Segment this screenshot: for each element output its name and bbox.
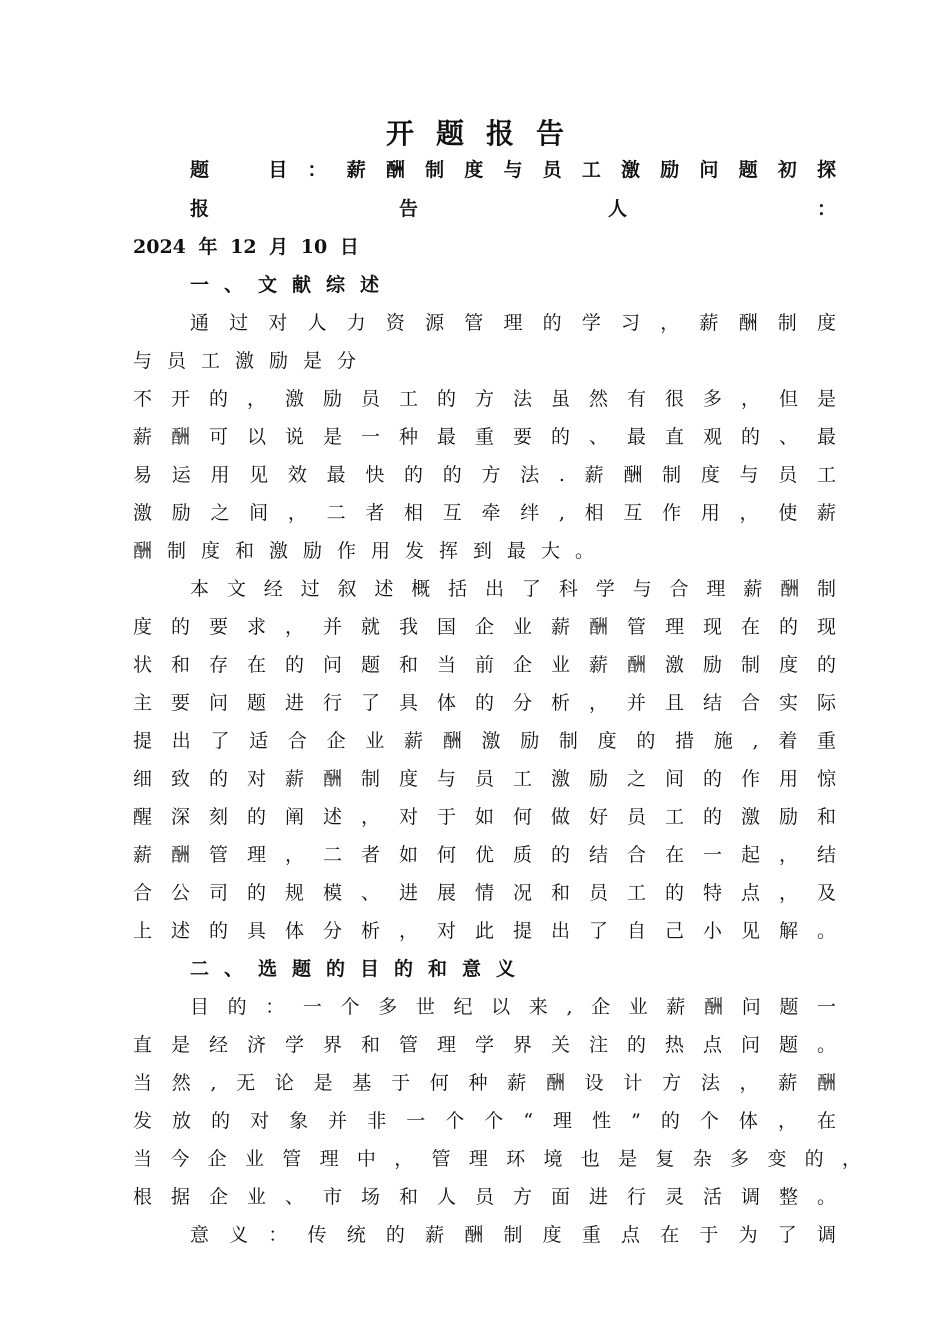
paragraph-line: 当今企业管理中，管理环境也是复杂多变的， — [133, 1148, 861, 1170]
paragraph-line: 细致的对薪酬制度与员工激励之间的作用惊 — [133, 768, 836, 790]
paragraph-line: 通过对人力资源管理的学习，薪酬制度 — [190, 312, 836, 334]
subject-line: 题 目：薪酬制度与员工激励问题初探 — [190, 159, 836, 181]
paragraph-line: 醒深刻的阐述，对于如何做好员工的激励和 — [133, 806, 836, 828]
paragraph-line: 易运用见效最快的的方法.薪酬制度与员工 — [133, 464, 836, 486]
paragraph-line: 薪酬可以说是一种最重要的、最直观的、最 — [133, 426, 836, 448]
paragraph-line: 酬制度和激励作用发挥到最大。 — [133, 540, 610, 562]
paragraph-line: 直是经济学界和管理学界关注的热点问题。 — [133, 1034, 836, 1056]
paragraph-line: 本文经过叙述概括出了科学与合理薪酬制 — [190, 578, 836, 600]
paragraph-line: 根据企业、市场和人员方面进行灵活调整。 — [133, 1186, 836, 1208]
paragraph-line: 薪酬管理，二者如何优质的结合在一起，结 — [133, 844, 836, 866]
paragraph-line: 意义：传统的薪酬制度重点在于为了调 — [190, 1224, 836, 1246]
section2-heading: 二、选题的目的和意义 — [190, 958, 531, 980]
paragraph-line: 提出了适合企业薪酬激励制度的措施,着重 — [133, 730, 836, 752]
paragraph-line: 激励之间，二者相互牵绊,相互作用，使薪 — [133, 502, 836, 524]
paragraph-line: 当然,无论是基于何种薪酬设计方法，薪酬 — [133, 1072, 836, 1094]
paragraph-line: 发放的对象并非一个个“理性”的个体，在 — [133, 1110, 836, 1132]
paragraph-line: 上述的具体分析，对此提出了自己小见解。 — [133, 920, 836, 942]
paragraph-line: 状和存在的问题和当前企业薪酬激励制度的 — [133, 654, 836, 676]
paragraph-line: 目的：一个多世纪以来,企业薪酬问题一 — [190, 996, 836, 1018]
paragraph-line: 主要问题进行了具体的分析，并且结合实际 — [133, 692, 836, 714]
paragraph-line: 与员工激励是分 — [133, 350, 372, 372]
date-line: 2024 年 12 月 10 日 — [133, 236, 359, 258]
paragraph-line: 不开的，激励员工的方法虽然有很多，但是 — [133, 388, 836, 410]
paragraph-line: 合公司的规模、进展情况和员工的特点，及 — [133, 882, 836, 904]
reporter-line: 报告人： — [190, 198, 836, 220]
paragraph-line: 度的要求，并就我国企业薪酬管理现在的现 — [133, 616, 836, 638]
document-title: 开题报告 — [385, 117, 586, 150]
section1-heading: 一、文献综述 — [190, 274, 395, 296]
